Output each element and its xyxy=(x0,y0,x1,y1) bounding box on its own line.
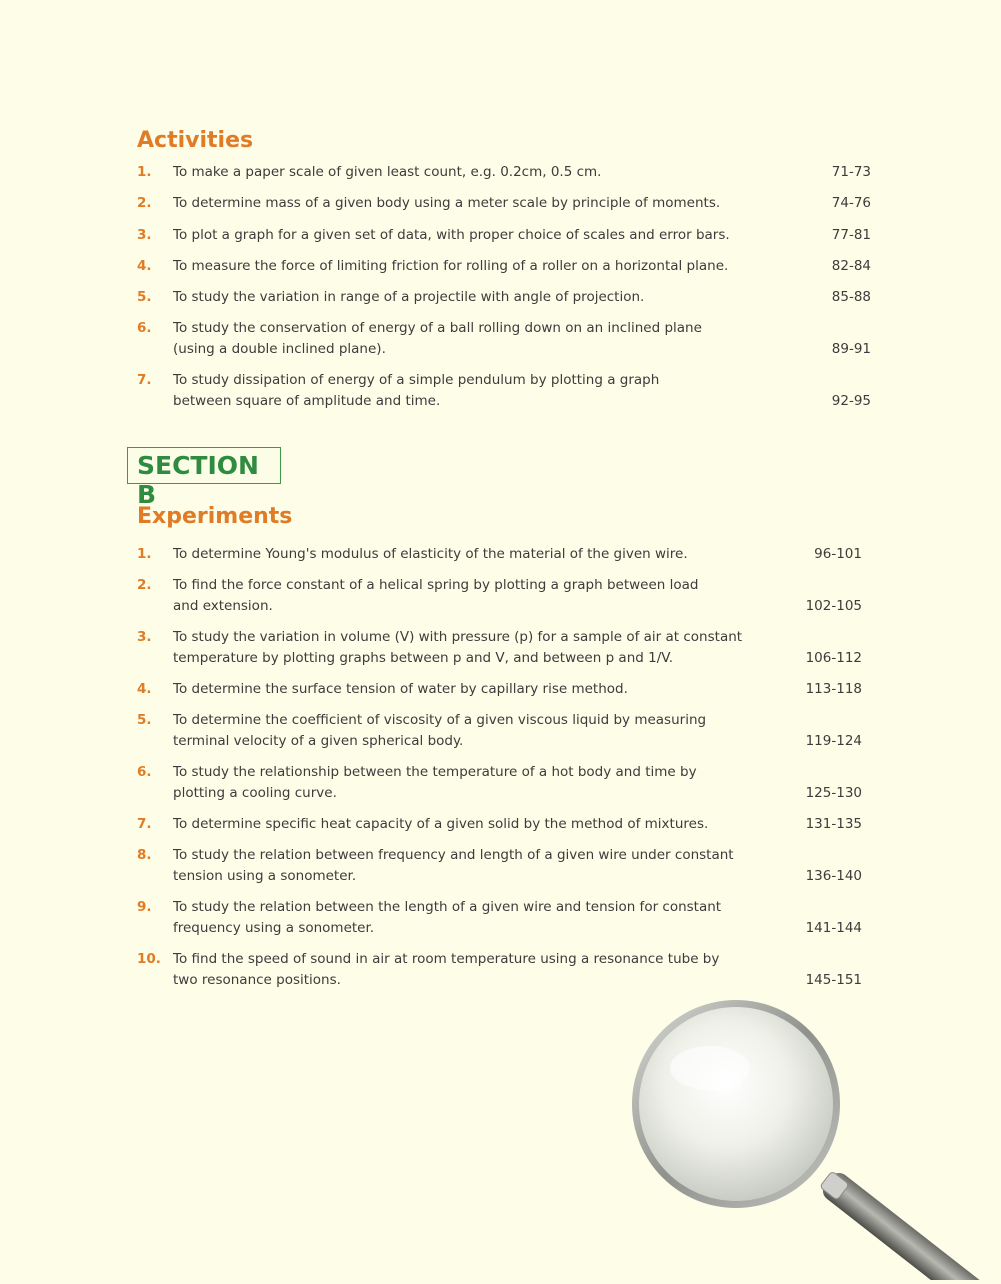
item-text-line: To study dissipation of energy of a simple pendulum by plotting a graph xyxy=(173,372,660,388)
item-text-line: tension using a sonometer. xyxy=(173,868,357,884)
page-range: 141-144 xyxy=(805,920,862,936)
item-text xyxy=(173,949,773,991)
item-text xyxy=(173,370,773,412)
item-text xyxy=(173,575,773,617)
page-range: 89-91 xyxy=(831,341,871,357)
page-range: 82-84 xyxy=(831,258,871,274)
item-text-line: frequency using a sonometer. xyxy=(173,920,375,936)
item-number: 5. xyxy=(137,712,152,728)
item-text-line: terminal velocity of a given spherical body. xyxy=(173,733,464,749)
page-range: 96-101 xyxy=(814,546,862,562)
item-text-line: To find the speed of sound in air at room temperature using a resonance tube by xyxy=(173,951,720,967)
item-text-line: To measure the force of limiting friction for rolling of a roller on a horizontal plane. xyxy=(173,258,729,274)
item-text xyxy=(173,762,773,804)
item-number: 10. xyxy=(137,951,161,967)
page-range: 71-73 xyxy=(831,164,871,180)
item-text-line: To determine specific heat capacity of a given solid by the method of mixtures. xyxy=(173,816,709,832)
section-box xyxy=(127,447,281,509)
item-text-line: To determine mass of a given body using a meter scale by principle of moments. xyxy=(173,195,721,211)
item-text xyxy=(173,256,773,277)
item-text-line: To determine the coefficient of viscosity of a given viscous liquid by measuring xyxy=(173,712,707,728)
page-range: 125-130 xyxy=(805,785,862,801)
item-text-line: To determine Young's modulus of elasticity of the material of the given wire. xyxy=(173,546,688,562)
item-text-line: To study the variation in volume (V) with pressure (p) for a sample of air at constant xyxy=(173,629,743,645)
item-text-line: To make a paper scale of given least count, e.g. 0.2cm, 0.5 cm. xyxy=(173,164,602,180)
item-text-line: between square of amplitude and time. xyxy=(173,393,441,409)
item-text xyxy=(173,162,773,183)
item-text xyxy=(173,318,773,360)
page-range: 92-95 xyxy=(831,393,871,409)
item-text xyxy=(173,679,773,700)
page-range: 131-135 xyxy=(805,816,862,832)
item-number: 4. xyxy=(137,681,152,697)
item-number: 7. xyxy=(137,816,152,832)
item-text-line: To study the variation in range of a projectile with angle of projection. xyxy=(173,289,645,305)
item-text-line: To study the relationship between the temperature of a hot body and time by xyxy=(173,764,697,780)
item-number: 7. xyxy=(137,372,152,388)
item-text xyxy=(173,897,773,939)
item-text-line: two resonance positions. xyxy=(173,972,341,988)
page-range: 145-151 xyxy=(805,972,862,988)
item-number: 3. xyxy=(137,227,152,243)
item-number: 6. xyxy=(137,320,152,336)
item-number: 6. xyxy=(137,764,152,780)
item-text-line: To study the relation between frequency and length of a given wire under constant xyxy=(173,847,734,863)
magnifying-glass-icon xyxy=(600,990,1001,1280)
item-text-line: To find the force constant of a helical spring by plotting a graph between load xyxy=(173,577,699,593)
item-text-line: To determine the surface tension of water by capillary rise method. xyxy=(173,681,628,697)
item-text-line: plotting a cooling curve. xyxy=(173,785,337,801)
item-number: 2. xyxy=(137,195,152,211)
item-number: 1. xyxy=(137,164,152,180)
item-text-line: temperature by plotting graphs between p and V, and between p and 1/V. xyxy=(173,650,674,666)
experiments-heading: Experiments xyxy=(137,504,293,529)
section-title: SECTION B xyxy=(137,451,259,509)
item-number: 1. xyxy=(137,546,152,562)
item-number: 9. xyxy=(137,899,152,915)
item-text xyxy=(173,627,773,669)
page-range: 77-81 xyxy=(831,227,871,243)
item-text xyxy=(173,193,773,214)
item-text xyxy=(173,845,773,887)
page-range: 102-105 xyxy=(805,598,862,614)
item-text-line: To study the conservation of energy of a ball rolling down on an inclined plane xyxy=(173,320,702,336)
item-number: 3. xyxy=(137,629,152,645)
item-number: 2. xyxy=(137,577,152,593)
item-number: 8. xyxy=(137,847,152,863)
item-text-line: and extension. xyxy=(173,598,273,614)
item-text-line: To study the relation between the length of a given wire and tension for constant xyxy=(173,899,722,915)
item-text-line: To plot a graph for a given set of data, with proper choice of scales and error bars. xyxy=(173,227,730,243)
item-text xyxy=(173,814,773,835)
item-number: 4. xyxy=(137,258,152,274)
item-text xyxy=(173,710,773,752)
item-text xyxy=(173,287,773,308)
activities-heading: Activities xyxy=(137,128,254,153)
item-text xyxy=(173,544,773,565)
page-range: 106-112 xyxy=(805,650,862,666)
page-range: 136-140 xyxy=(805,868,862,884)
page-range: 113-118 xyxy=(805,681,862,697)
page-range: 85-88 xyxy=(831,289,871,305)
item-number: 5. xyxy=(137,289,152,305)
page-range: 74-76 xyxy=(831,195,871,211)
page-range: 119-124 xyxy=(805,733,862,749)
item-text-line: (using a double inclined plane). xyxy=(173,341,386,357)
item-text xyxy=(173,225,773,246)
